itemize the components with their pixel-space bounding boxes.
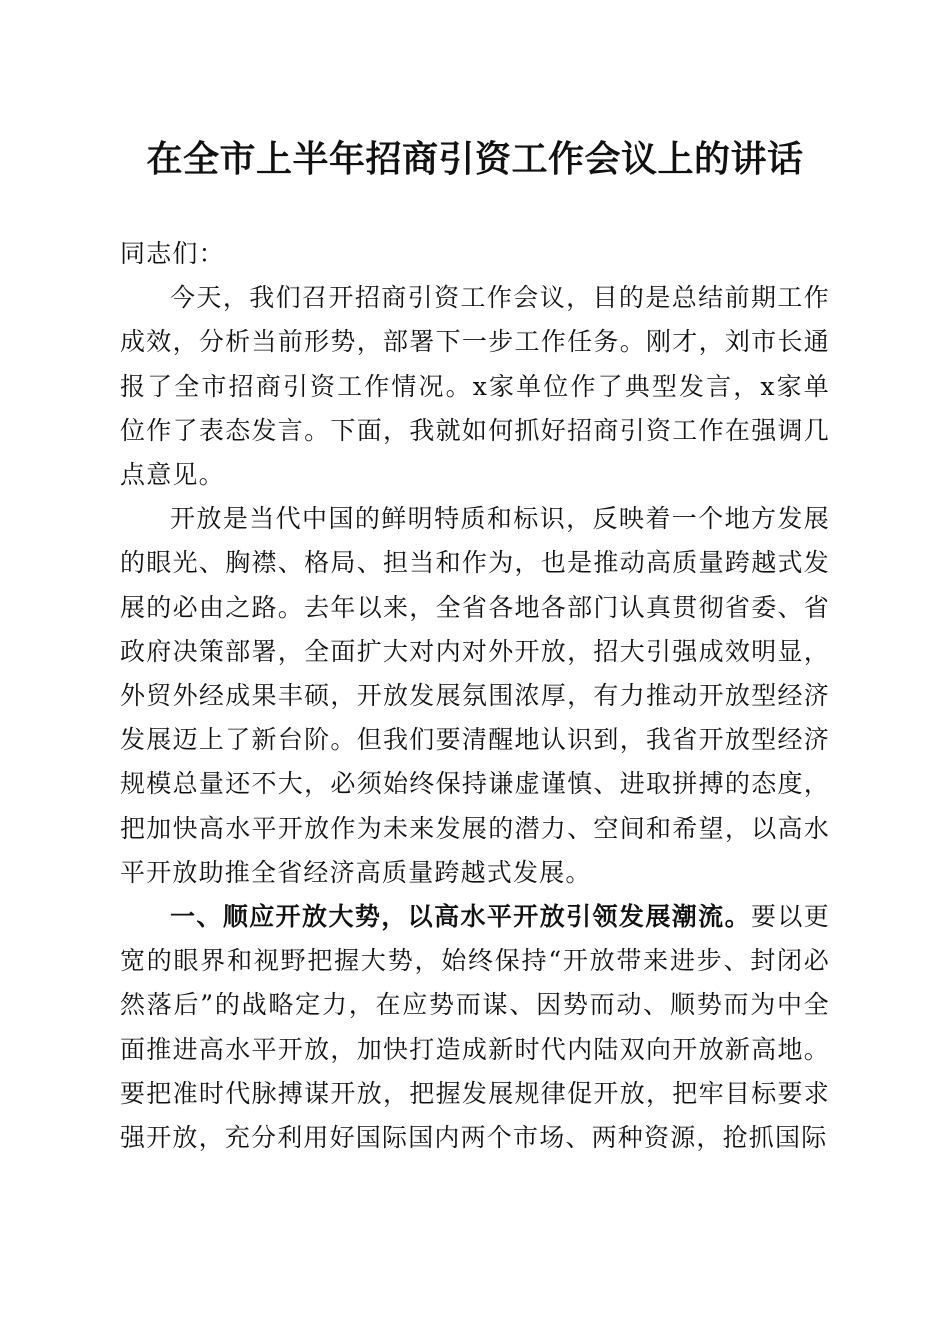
section-1-paragraph (120, 895, 830, 1160)
document-body (120, 232, 830, 1160)
document-title: 在全市上半年招商引资工作会议上的讲话 (146, 138, 804, 180)
paragraph-openness: 开放是当代中国的鲜明特质和标识，反映着一个地方发展的眼光、胸襟、格局、担当和作为，也是推动高质量跨越式发展的必由之路。去年以来，全省各地各部门认真贯彻省委、省政府决策部署，全面扩大对内对外开放，招大引强成效明显，外贸外经成果丰硕，开放发展氛围浓厚，有力推动开放型经济发展迈上了新台阶。但我们要清醒地认识到，我省开放型经济规模总量还不大，必须始终保持谦虚谨慎、进取拼搏的态度，把加快高水平开放作为未来发展的潜力、空间和希望，以高水平开放助推全省经济高质量跨越式发展。 (120, 504, 830, 887)
paragraph-opening: 今天，我们召开招商引资工作会议，目的是总结前期工作成效，分析当前形势，部署下一步工作任务。刚才，刘市长通报了全市招商引资工作情况。x家单位作了典型发言，x家单位作了表态发言。下面，我就如何抓好招商引资工作在强调几点意见。 (120, 283, 830, 490)
salutation: 同志们： (120, 239, 225, 268)
section-1-heading: 一、顺应开放大势，以高水平开放引领发展潮流。 (170, 902, 751, 932)
section-1-text: 要以更宽的眼界和视野把握大势，始终保持“开放带来进步、封闭必然落后”的战略定力，在应势而谋、因势而动、顺势而为中全面推进高水平开放，加快打造成新时代内陆双向开放新高地。要把准时代脉搏谋开放，把握发展规律促开放，把牢目标要求强开放，充分利用好国际国内两个市场、两种资源，抢抓国际 (120, 902, 831, 1153)
